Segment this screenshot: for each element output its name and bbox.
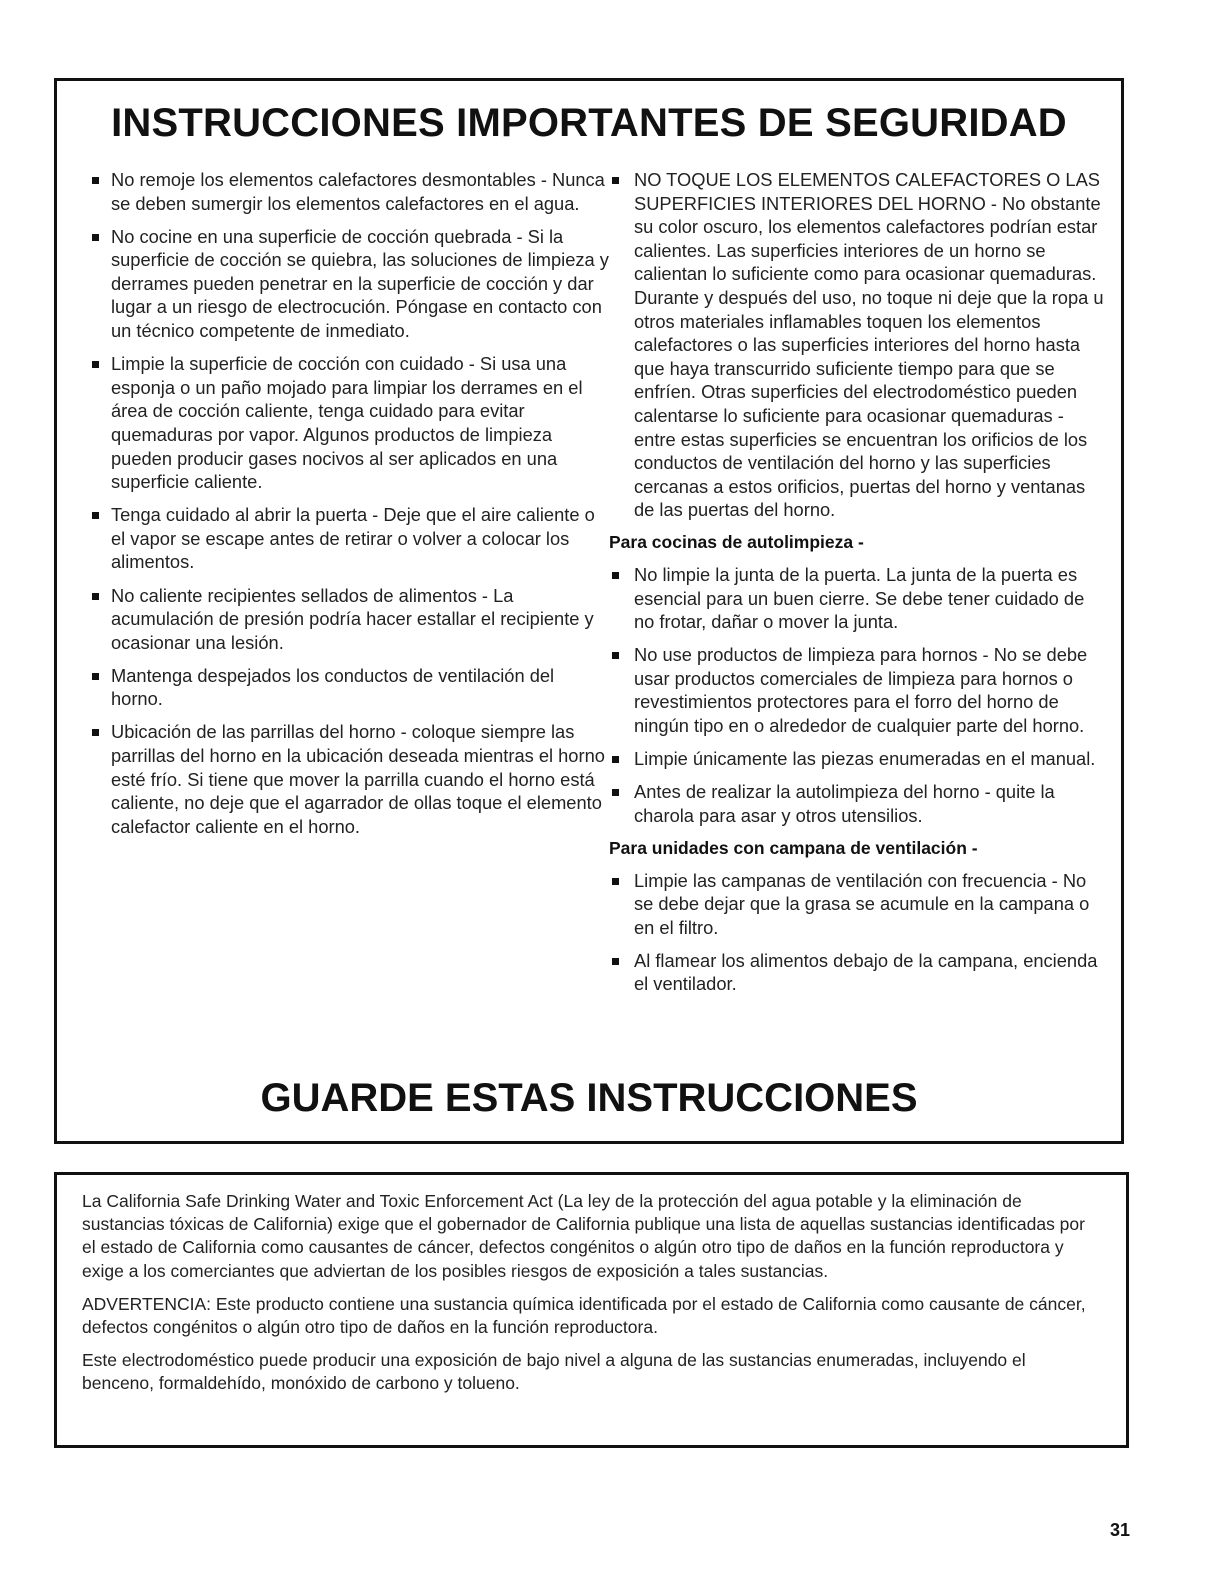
left-bullet-list	[89, 168, 609, 838]
self-clean-heading: Para cocinas de autolimpieza -	[609, 532, 864, 553]
safety-title: INSTRUCCIONES IMPORTANTES DE SEGURIDAD	[111, 101, 1067, 145]
list-item: NO TOQUE LOS ELEMENTOS CALEFACTORES O LAS SUPERFICIES INTERIORES DEL HORNO - No obstante su color oscuro, los elementos calefactores podrían estar calientes. Las superficies interiores de un horno se calientan lo suficiente como para ocasionar quemaduras. Durante y después del uso, no toque ni deje que la ropa u otros materiales inflamables toquen los elementos calefactores o las superficies interiores del horno hasta que haya transcurrido suficiente tiempo para que se enfríen. Otras superficies del electrodoméstico pueden calentarse lo suficiente para ocasionar quemaduras - entre estas superficies se encuentran los orificios de los conductos de ventilación del horno y las superficies cercanas a estos orificios, puertas del horno y ventanas de las puertas del horno.	[609, 168, 1109, 522]
california-paragraph: La California Safe Drinking Water and Toxic Enforcement Act (La ley de la protección del agua potable y la eliminación de sustancias tóxicas de California) exige que el gobernador de California publique una lista de aquellas sustancias identificadas por el estado de California como causantes de cáncer, defectos congénitos o algún otro tipo de daños en la función reproductora y exige a los comerciantes que adviertan de los posibles riesgos de exposición a tales sustancias.	[82, 1191, 1085, 1281]
exposure-paragraph: Este electrodoméstico puede producir una exposición de bajo nivel a alguna de las sustancias enumeradas, incluyendo el benceno, formaldehído, monóxido de carbono y tolueno.	[82, 1350, 1026, 1394]
hood-bullet-list	[609, 869, 1109, 996]
california-notice-box	[54, 1172, 1129, 1448]
right-column	[609, 168, 1109, 1006]
save-instructions-title: GUARDE ESTAS INSTRUCCIONES	[260, 1076, 918, 1120]
list-item: Limpie la superficie de cocción con cuidado - Si usa una esponja o un paño mojado para limpiar los derrames en el área de cocción caliente, tenga cuidado para evitar quemaduras por vapor. Algunos productos de limpieza pueden producir gases nocivos al ser aplicados en una superficie caliente.	[89, 352, 609, 494]
list-item: No caliente recipientes sellados de alimentos - La acumulación de presión podría hacer estallar el recipiente y ocasionar una lesión.	[89, 584, 609, 655]
safety-instructions-box	[54, 78, 1124, 1144]
page-number: 31	[1110, 1520, 1131, 1540]
hood-heading: Para unidades con campana de ventilación -	[609, 837, 978, 858]
list-item: Mantenga despejados los conductos de ventilación del horno.	[89, 664, 609, 711]
list-item: No limpie la junta de la puerta. La junta de la puerta es esencial para un buen cierre. Se debe tener cuidado de no frotar, dañar o mover la junta.	[609, 563, 1109, 634]
list-item: No cocine en una superficie de cocción quebrada - Si la superficie de cocción se quiebra, las soluciones de limpieza y derrames pueden penetrar en la superficie de cocción y dar lugar a un riesgo de electrocución. Póngase en contacto con un técnico competente de inmediato.	[89, 225, 609, 343]
list-item: No remoje los elementos calefactores desmontables - Nunca se deben sumergir los elementos calefactores en el agua.	[89, 168, 609, 215]
list-item: Limpie las campanas de ventilación con frecuencia - No se debe dejar que la grasa se acumule en la campana o en el filtro.	[609, 869, 1109, 940]
right-top-bullet-list	[609, 168, 1109, 522]
list-item: No use productos de limpieza para hornos - No se debe usar productos comerciales de limpieza para hornos o revestimientos protectores para el forro del horno de ningún tipo en o alrededor de cualquier parte del horno.	[609, 643, 1109, 737]
list-item: Antes de realizar la autolimpieza del horno - quite la charola para asar y otros utensilios.	[609, 780, 1109, 827]
list-item: Al flamear los alimentos debajo de la campana, encienda el ventilador.	[609, 949, 1109, 996]
list-item: Ubicación de las parrillas del horno - coloque siempre las parrillas del horno en la ubicación deseada mientras el horno esté frío. Si tiene que mover la parrilla cuando el horno está caliente, no deje que el agarrador de ollas toque el elemento calefactor caliente en el horno.	[89, 720, 609, 838]
list-item: Tenga cuidado al abrir la puerta - Deje que el aire caliente o el vapor se escape antes de retirar o volver a colocar los alimentos.	[89, 503, 609, 574]
self-clean-bullet-list	[609, 563, 1109, 827]
warning-paragraph: ADVERTENCIA: Este producto contiene una sustancia química identificada por el estado de California como causante de cáncer, defectos congénitos o algún otro tipo de daños en la función reproductora.	[82, 1293, 1086, 1338]
left-column	[89, 168, 609, 848]
list-item: Limpie únicamente las piezas enumeradas en el manual.	[609, 747, 1109, 771]
